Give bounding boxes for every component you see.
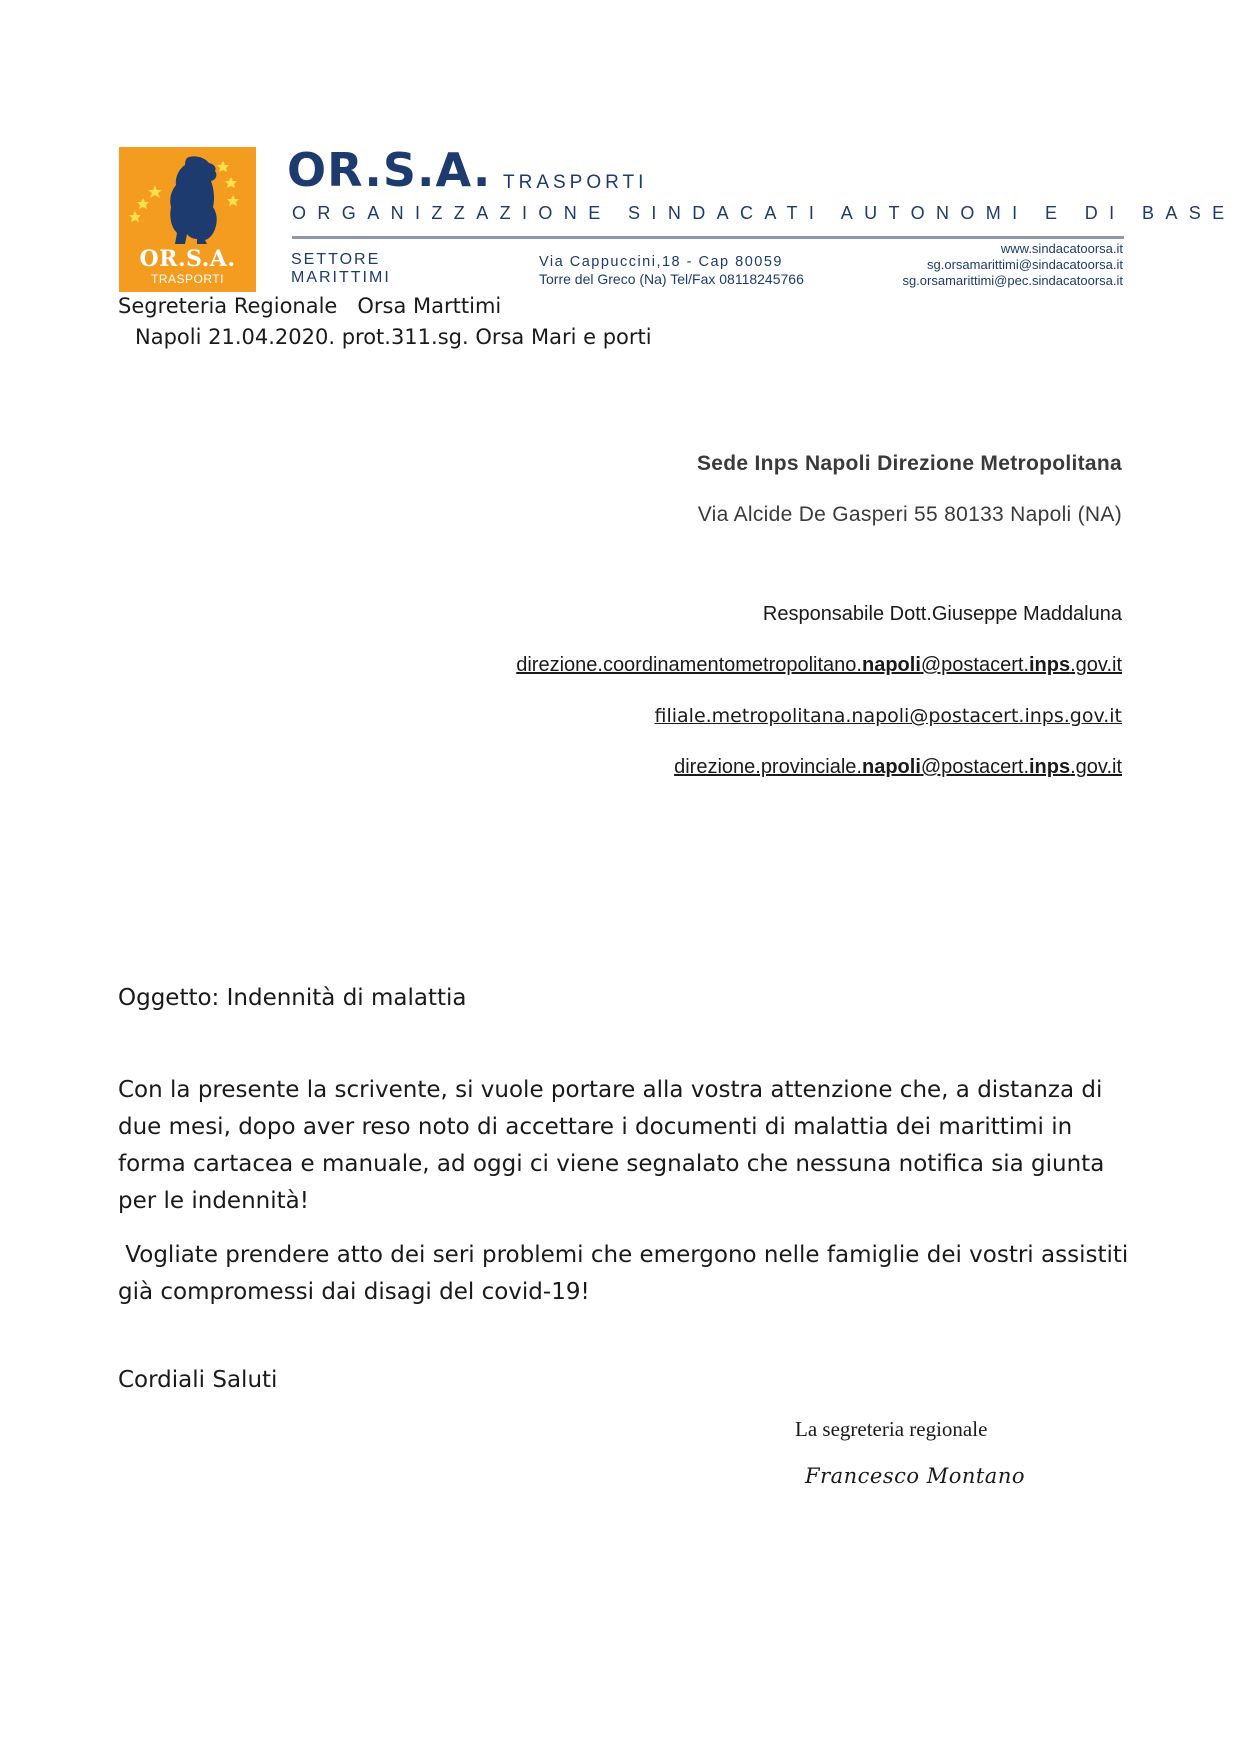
recipient-email-link[interactable]: filiale.metropolitana.napoli@postacert.inps.gov.it (654, 705, 1122, 727)
orsa-logo (119, 147, 256, 292)
brand-name: OR.S.A. (287, 143, 492, 197)
letterhead-divider (292, 236, 1124, 239)
website-link[interactable]: www.sindacatoorsa.it (1000, 241, 1123, 256)
paragraph-line: Con la presente la scrivente, si vuole portare alla vostra attenzione che, a distanza di (118, 1077, 1103, 1103)
recipient-email-link[interactable]: direzione.provinciale.napoli@postacert.inps.gov.it (674, 756, 1122, 778)
recipient-address: Via Alcide De Gasperi 55 80133 Napoli (NA) (697, 503, 1122, 526)
protocol-line: Napoli 21.04.2020. prot.311.sg. Orsa Mari e porti (135, 325, 652, 349)
address-line-1: Via Cappuccini,18 - Cap 80059 (539, 254, 783, 270)
sector-line-1: SETTORE (291, 251, 381, 268)
paragraph-line: forma cartacea e manuale, ad oggi ci viene segnalato che nessuna notifica sia giunta (118, 1151, 1105, 1177)
paragraph-line: Vogliate prendere atto dei seri problemi che emergono nelle famiglie dei vostri assistiti (118, 1242, 1129, 1268)
secretariat-line: Segreteria Regionale Orsa Marttimi (118, 294, 502, 318)
letterhead-address (539, 254, 804, 288)
sector-line-2: MARITTIMI (291, 269, 391, 286)
sector-label (291, 251, 391, 287)
logo-subtitle: TRASPORTI (151, 272, 224, 286)
signature-name: Francesco Montano (805, 1464, 1025, 1488)
paragraph-line: due mesi, dopo aver reso noto di accettare i documenti di malattia dei marittimi in (118, 1114, 1073, 1140)
logo-name: OR.S.A. (139, 246, 236, 272)
paragraph-line: già compromessi dai disagi del covid-19! (118, 1279, 590, 1305)
paragraph-line: per le indennità! (118, 1188, 309, 1214)
letter-subject: Oggetto: Indennità di malattia (118, 985, 467, 1011)
recipient-email-link[interactable]: direzione.coordinamentometropolitano.napoli@postacert.inps.gov.it (516, 654, 1122, 676)
recipient-name: Sede Inps Napoli Direzione Metropolitana (696, 452, 1122, 475)
organization-name: ORGANIZZAZIONE SINDACATI AUTONOMI E DI BASE (292, 203, 1236, 223)
contact-email[interactable]: sg.orsamarittimi@sindacatoorsa.it (927, 257, 1123, 272)
body-paragraph (118, 1072, 1123, 1220)
signature-title: La segreteria regionale (795, 1417, 988, 1441)
closing-salutation: Cordiali Saluti (118, 1367, 278, 1393)
recipient-manager: Responsabile Dott.Giuseppe Maddaluna (762, 603, 1122, 625)
brand-trasporti: TRASPORTI (503, 172, 648, 193)
address-line-2: Torre del Greco (Na) Tel/Fax 08118245766 (539, 271, 804, 287)
contact-pec[interactable]: sg.orsamarittimi@pec.sindacatoorsa.it (902, 273, 1123, 288)
letterhead-contacts (902, 241, 1123, 289)
body-paragraph (118, 1237, 1129, 1311)
